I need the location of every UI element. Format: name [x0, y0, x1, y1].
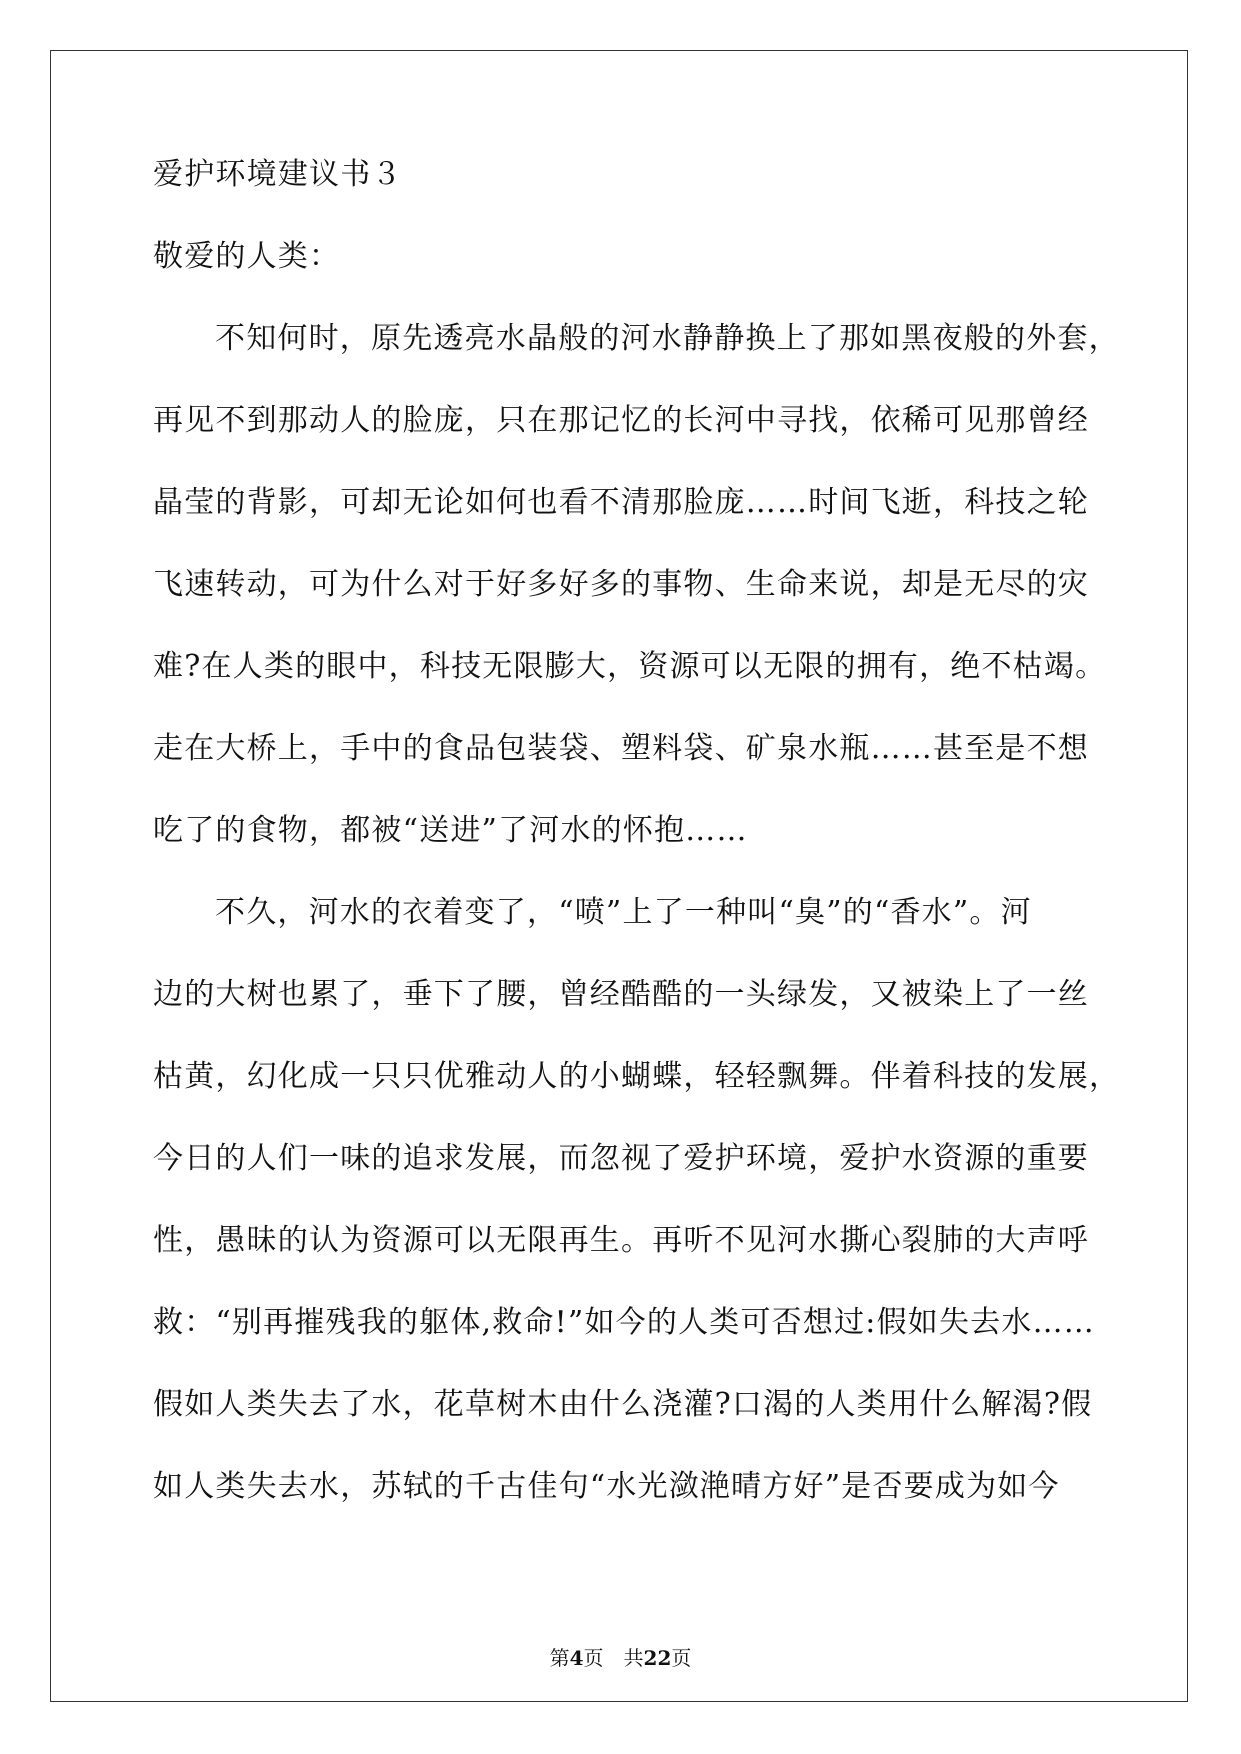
total-pages-number: 22	[643, 1646, 672, 1670]
paragraph-line: 难?在人类的眼中，科技无限膨大，资源可以无限的拥有，绝不枯竭。	[153, 649, 1107, 684]
paragraph-line: 不久，河水的衣着变了，“喷”上了一种叫“臭”的“香水”。河	[215, 895, 1032, 930]
paragraph-line: 再见不到那动人的脸庞，只在那记忆的长河中寻找，依稀可见那曾经	[153, 403, 1089, 438]
paragraph-line: 性，愚昧的认为资源可以无限再生。再听不见河水撕心裂肺的大声呼	[153, 1223, 1089, 1258]
footer-middle: 页 共	[583, 1646, 644, 1670]
paragraph-line: 不知何时，原先透亮水晶般的河水静静换上了那如黑夜般的外套，	[215, 321, 1120, 356]
document-body	[153, 157, 1121, 1554]
footer-suffix: 页	[671, 1646, 692, 1670]
paragraph-line: 如人类失去水，苏轼的千古佳句“水光潋滟晴方好”是否要成为如今	[153, 1469, 1060, 1504]
paragraph-line: 晶莹的背影，可却无论如何也看不清那脸庞……时间飞逝，科技之轮	[153, 485, 1089, 520]
paragraph-line: 枯黄，幻化成一只只优雅动人的小蝴蝶，轻轻飘舞。伴着科技的发展，	[153, 1059, 1121, 1094]
paragraph-line: 边的大树也累了，垂下了腰，曾经酷酷的一头绿发，又被染上了一丝	[153, 977, 1089, 1012]
paragraph-line: 今日的人们一味的追求发展，而忽视了爱护环境，爱护水资源的重要	[153, 1141, 1089, 1176]
paragraph-line: 救：“别再摧残我的躯体,救命!”如今的人类可否想过:假如失去水……	[153, 1305, 1095, 1340]
page-footer	[0, 1646, 1241, 1670]
document-heading: 爱护环境建议书３	[153, 157, 403, 192]
current-page-number: 4	[569, 1646, 584, 1670]
paragraph-line: 飞速转动，可为什么对于好多好多的事物、生命来说，却是无尽的灾	[153, 567, 1089, 602]
salutation: 敬爱的人类：	[153, 239, 341, 274]
paragraph-line: 假如人类失去了水，花草树木由什么浇灌?口渴的人类用什么解渴?假	[153, 1387, 1093, 1422]
paragraph-line: 吃了的食物，都被“送进”了河水的怀抱……	[153, 813, 748, 848]
footer-prefix: 第	[549, 1646, 570, 1670]
paragraph-line: 走在大桥上，手中的食品包装袋、塑料袋、矿泉水瓶……甚至是不想	[153, 731, 1089, 766]
